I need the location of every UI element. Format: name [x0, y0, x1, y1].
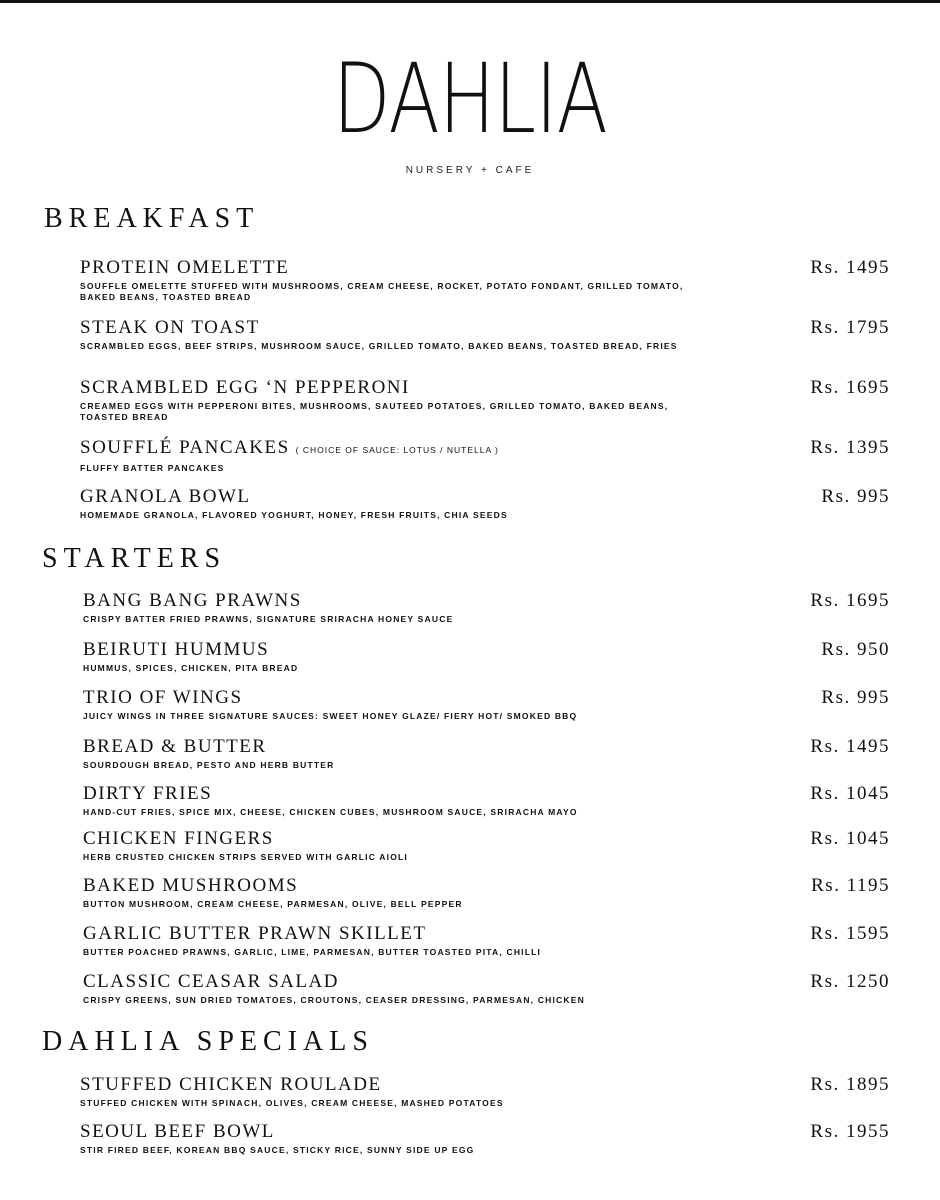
- item-price: Rs. 1250: [810, 971, 890, 992]
- item-description: JUICY WINGS IN THREE SIGNATURE SAUCES: SWEET HONEY GLAZE/ FIERY HOT/ SMOKED BBQ: [83, 711, 578, 721]
- item-name: BREAD & BUTTER: [83, 736, 267, 757]
- item-description: HAND-CUT FRIES, SPICE MIX, CHEESE, CHICKEN CUBES, MUSHROOM SAUCE, SRIRACHA MAYO: [83, 807, 578, 817]
- item-name: STEAK ON TOAST: [80, 317, 260, 338]
- item-name: SCRAMBLED EGG ‘N PEPPERONI: [80, 377, 410, 398]
- menu-item-granola-bowl: [80, 486, 890, 521]
- item-description: STIR FIRED BEEF, KOREAN BBQ SAUCE, STICKY RICE, SUNNY SIDE UP EGG: [80, 1145, 475, 1155]
- menu-item-scrambled-egg-pepperoni: [80, 377, 890, 423]
- item-name: CLASSIC CEASAR SALAD: [83, 971, 339, 992]
- item-price: Rs. 1495: [810, 736, 890, 757]
- item-name: [80, 437, 890, 461]
- item-price: Rs. 1795: [810, 317, 890, 338]
- section-title-specials: DAHLIA SPECIALS: [42, 1026, 374, 1057]
- menu-item-seoul-beef-bowl: [80, 1121, 890, 1156]
- item-name: DIRTY FRIES: [83, 783, 213, 804]
- item-note: ( CHOICE OF SAUCE: LOTUS / NUTELLA ): [295, 445, 499, 455]
- item-price: Rs. 1045: [810, 783, 890, 804]
- brand-tagline: NURSERY + CAFE: [405, 165, 535, 176]
- menu-item-protein-omelette: [80, 257, 890, 303]
- item-description: HERB CRUSTED CHICKEN STRIPS SERVED WITH GARLIC AIOLI: [83, 852, 408, 862]
- menu-item-trio-of-wings: [83, 687, 893, 722]
- item-description: STUFFED CHICKEN WITH SPINACH, OLIVES, CREAM CHEESE, MASHED POTATOES: [80, 1098, 504, 1108]
- item-name-text: SOUFFLÉ PANCAKES: [80, 437, 290, 458]
- item-description: CRISPY BATTER FRIED PRAWNS, SIGNATURE SRIRACHA HONEY SAUCE: [83, 614, 454, 624]
- item-description: SCRAMBLED EGGS, BEEF STRIPS, MUSHROOM SAUCE, GRILLED TOMATO, BAKED BEANS, TOASTED BREAD, FRIES: [80, 341, 678, 351]
- item-price: Rs. 1195: [811, 875, 890, 896]
- item-name: BAKED MUSHROOMS: [83, 875, 299, 896]
- item-price: Rs. 1595: [810, 923, 890, 944]
- item-name: TRIO OF WINGS: [83, 687, 243, 708]
- item-description: CREAMED EGGS WITH PEPPERONI BITES, MUSHROOMS, SAUTEED POTATOES, GRILLED TOMATO, BAKED BEANS, TOASTED BREAD: [80, 401, 669, 422]
- item-price: Rs. 1695: [810, 377, 890, 398]
- item-price: Rs. 1895: [810, 1074, 890, 1095]
- item-price: Rs. 995: [821, 486, 890, 507]
- item-price: Rs. 1695: [810, 590, 890, 611]
- menu-item-dirty-fries: [83, 783, 893, 818]
- item-description: SOUFFLE OMELETTE STUFFED WITH MUSHROOMS, CREAM CHEESE, ROCKET, POTATO FONDANT, GRILLED TOMATO, BAKED BEANS, TOASTED BREAD: [80, 281, 684, 302]
- section-title-breakfast: BREAKFAST: [44, 203, 260, 234]
- menu-item-bang-bang-prawns: [83, 590, 893, 625]
- item-price: Rs. 950: [821, 639, 890, 660]
- menu-item-souffle-pancakes: [80, 437, 890, 474]
- menu-item-steak-on-toast: [80, 317, 890, 352]
- menu-item-beiruti-hummus: [83, 639, 893, 674]
- item-name: CHICKEN FINGERS: [83, 828, 274, 849]
- menu-item-garlic-butter-prawn-skillet: [83, 923, 893, 958]
- item-description: HUMMUS, SPICES, CHICKEN, PITA BREAD: [83, 663, 299, 673]
- menu-item-bread-butter: [83, 736, 893, 771]
- item-description: FLUFFY BATTER PANCAKES: [80, 463, 225, 473]
- menu-item-baked-mushrooms: [83, 875, 893, 910]
- menu-item-chicken-fingers: [83, 828, 893, 863]
- item-description: BUTTON MUSHROOM, CREAM CHEESE, PARMESAN, OLIVE, BELL PEPPER: [83, 899, 463, 909]
- menu-item-stuffed-chicken-roulade: [80, 1074, 890, 1109]
- item-name: GARLIC BUTTER PRAWN SKILLET: [83, 923, 427, 944]
- item-name: SEOUL BEEF BOWL: [80, 1121, 275, 1142]
- item-description: BUTTER POACHED PRAWNS, GARLIC, LIME, PARMESAN, BUTTER TOASTED PITA, CHILLI: [83, 947, 542, 957]
- item-description: SOURDOUGH BREAD, PESTO AND HERB BUTTER: [83, 760, 335, 770]
- item-name: GRANOLA BOWL: [80, 486, 251, 507]
- item-name: BANG BANG PRAWNS: [83, 590, 302, 611]
- item-price: Rs. 1955: [810, 1121, 890, 1142]
- item-name: PROTEIN OMELETTE: [80, 257, 290, 278]
- item-price: Rs. 995: [821, 687, 890, 708]
- item-description: HOMEMADE GRANOLA, FLAVORED YOGHURT, HONEY, FRESH FRUITS, CHIA SEEDS: [80, 510, 508, 520]
- brand-logo: DAHLIA: [332, 43, 608, 155]
- menu-item-classic-ceasar-salad: [83, 971, 893, 1006]
- item-name: BEIRUTI HUMMUS: [83, 639, 270, 660]
- item-price: Rs. 1395: [810, 437, 890, 458]
- item-name: STUFFED CHICKEN ROULADE: [80, 1074, 382, 1095]
- section-title-starters: STARTERS: [42, 543, 227, 574]
- item-price: Rs. 1045: [810, 828, 890, 849]
- top-border: [0, 0, 940, 3]
- item-price: Rs. 1495: [810, 257, 890, 278]
- item-description: CRISPY GREENS, SUN DRIED TOMATOES, CROUTONS, CEASER DRESSING, PARMESAN, CHICKEN: [83, 995, 585, 1005]
